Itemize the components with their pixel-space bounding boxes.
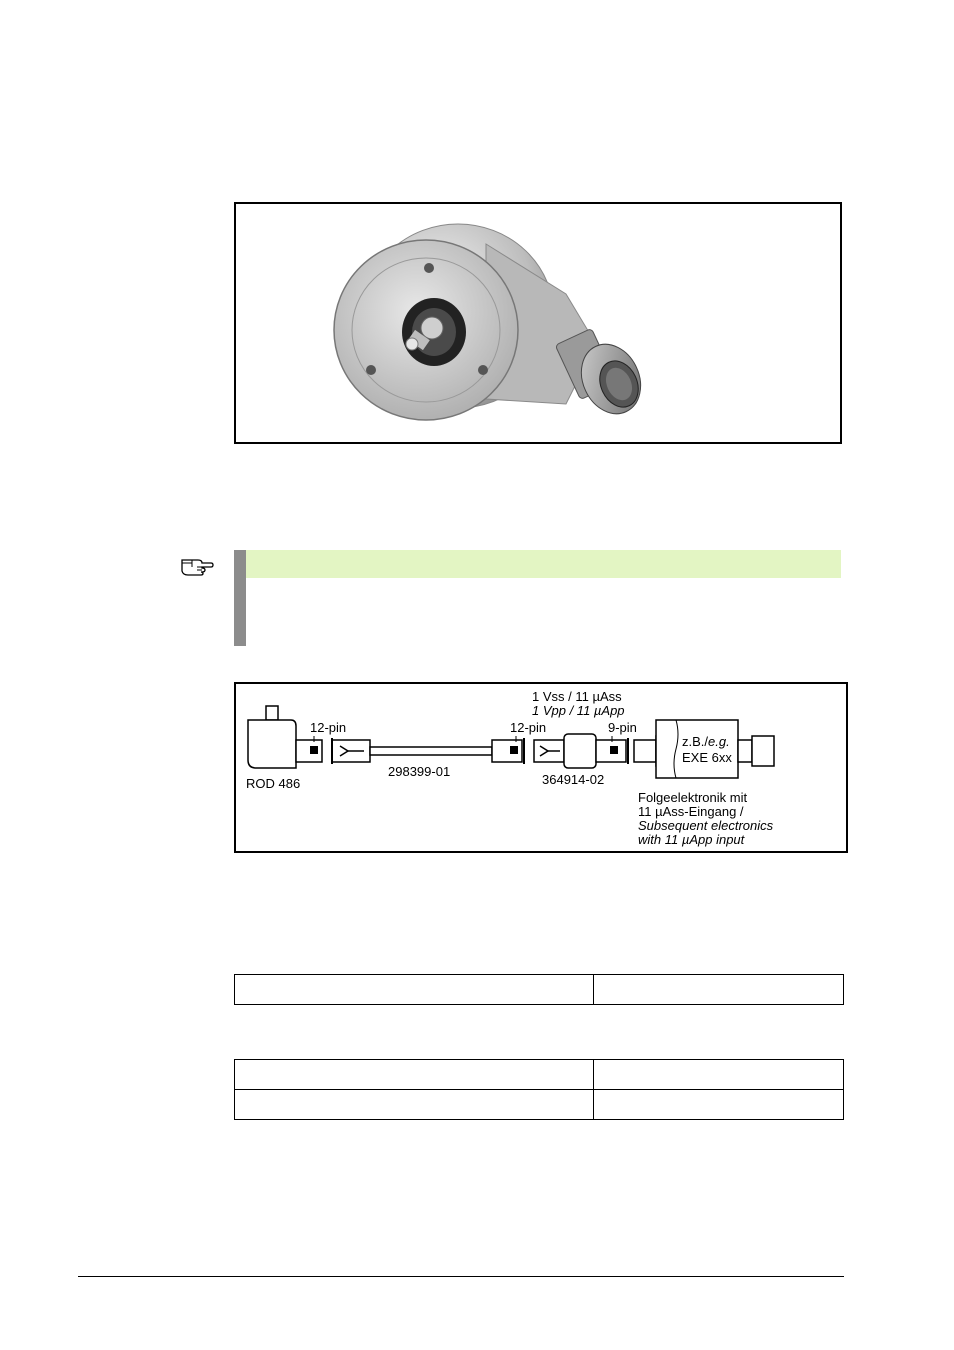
table-cell <box>235 1060 594 1090</box>
electronics-box-icon <box>634 720 774 778</box>
svg-text:z.B./e.g. <box>682 734 730 749</box>
table-cell <box>235 1090 594 1120</box>
caption-de-1: Folgeelektronik mit <box>638 790 748 805</box>
box-line1-de: z.B./ <box>682 734 709 749</box>
pointing-hand-icon <box>180 554 214 576</box>
caption-en-1: Subsequent electronics <box>638 818 774 833</box>
cable-socket-icon <box>492 738 524 764</box>
table-row <box>235 1090 844 1120</box>
product-photo-frame <box>234 202 842 444</box>
caption-en-2: with 11 µApp input <box>638 832 745 847</box>
table-cell <box>594 1090 844 1120</box>
connection-diagram <box>234 682 848 853</box>
table-cell <box>235 975 594 1005</box>
table-cell <box>594 975 844 1005</box>
encoder-icon <box>248 706 322 768</box>
spec-table-2 <box>234 1059 844 1120</box>
encoder-label: ROD 486 <box>246 776 301 791</box>
box-line1-en: e.g. <box>708 734 730 749</box>
connector-icon <box>555 328 651 423</box>
cable-plug-icon <box>332 738 370 764</box>
spec-table-1 <box>234 974 844 1005</box>
signal-title-en: 1 Vpp / 11 µApp <box>532 703 625 718</box>
pin-mid-label: 12-pin <box>510 720 547 735</box>
table-row <box>235 1060 844 1090</box>
signal-title: 1 Vss / 11 µAss <box>532 689 622 704</box>
pin-left-label: 12-pin <box>310 720 347 735</box>
pin-right-label: 9-pin <box>608 720 637 735</box>
adapter-label: 364914-02 <box>542 772 605 787</box>
note-highlight <box>246 550 841 578</box>
box-line2: EXE 6xx <box>682 750 732 765</box>
caption-de-2: 11 µAss-Eingang / <box>638 804 744 819</box>
encoder-photo <box>236 204 840 442</box>
note-bar <box>234 550 246 646</box>
adapter-icon <box>534 734 628 768</box>
table-row <box>235 975 844 1005</box>
footer-rule <box>78 1276 844 1277</box>
cable-label: 298399-01 <box>388 764 451 779</box>
table-cell <box>594 1060 844 1090</box>
